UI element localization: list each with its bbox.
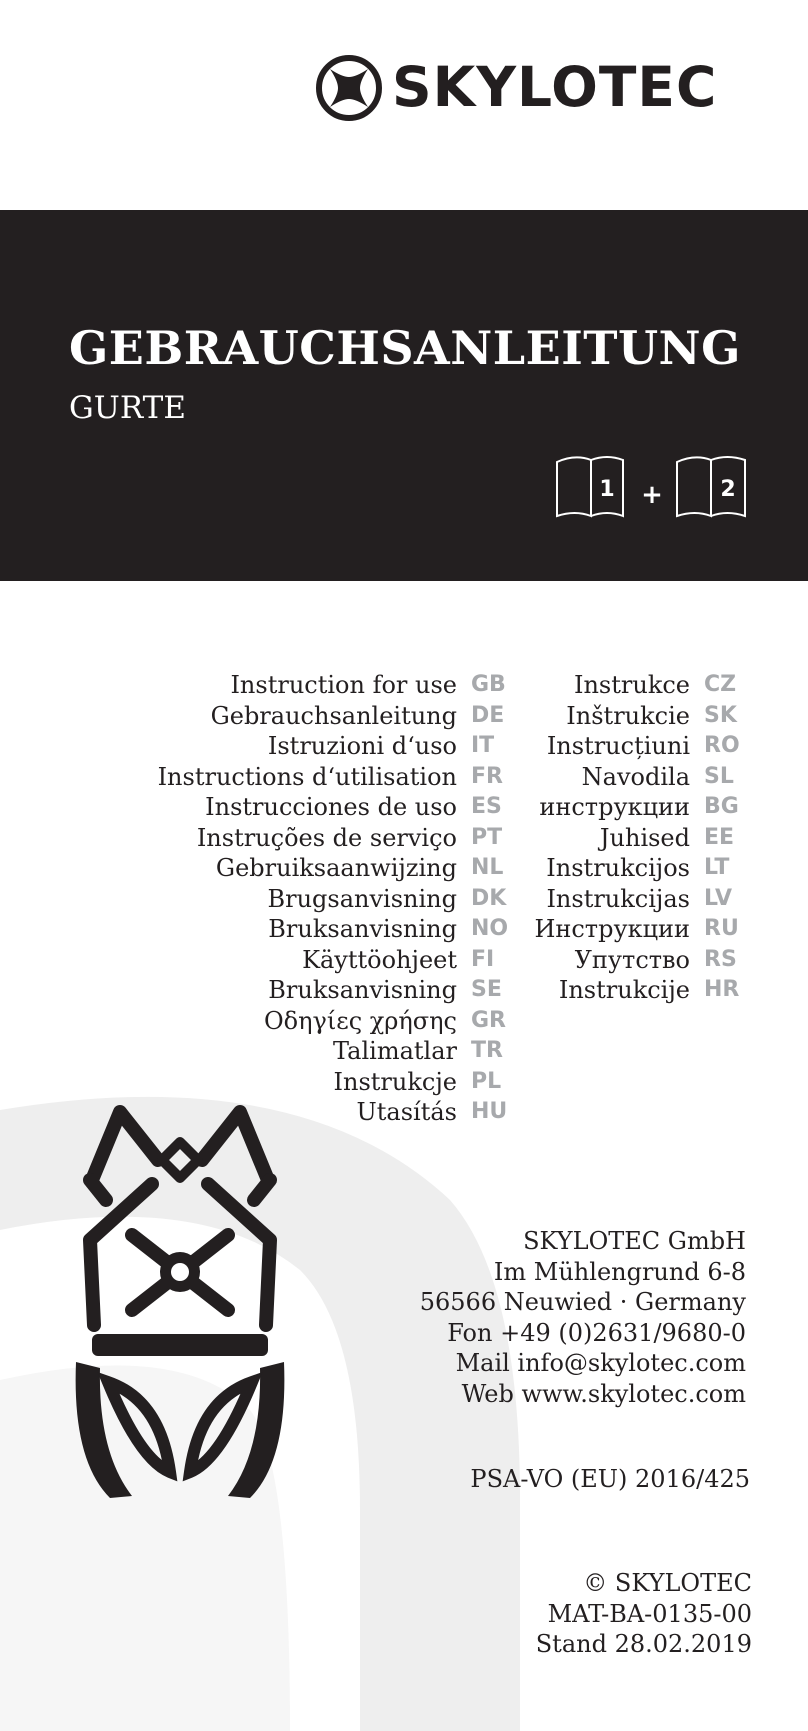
brand-wordmark: SKYLOTEC (392, 55, 718, 119)
language-list-left (120, 670, 527, 1128)
language-name: инструкции (539, 793, 690, 821)
list-item (530, 853, 760, 884)
city: 56566 Neuwied · Germany (419, 1288, 746, 1316)
copyright: © SKYLOTEC (583, 1569, 752, 1597)
list-item (530, 914, 760, 945)
company-name: SKYLOTEC GmbH (523, 1227, 746, 1255)
skylotec-logo-icon (316, 55, 382, 121)
language-name: Navodila (581, 762, 690, 791)
list-item (530, 823, 760, 854)
language-name: Inštrukcie (566, 701, 690, 730)
language-name: Instruções de serviço (196, 823, 457, 852)
regulation-reference: PSA-VO (EU) 2016/425 (470, 1465, 750, 1493)
page-title: GEBRAUCHSANLEITUNG (69, 321, 741, 375)
language-code: DE (471, 702, 505, 728)
language-name: Brugsanvisning (267, 884, 457, 913)
language-name: Упутство (574, 945, 690, 974)
language-code: TR (471, 1038, 503, 1063)
list-item (120, 731, 527, 762)
list-item (120, 884, 527, 915)
language-code: PL (471, 1068, 502, 1094)
list-item (120, 914, 527, 945)
skylotec-logo (316, 55, 774, 121)
list-item (120, 670, 527, 701)
list-item (120, 792, 527, 823)
language-code: GB (471, 672, 506, 697)
language-name: Instrukcijos (546, 854, 690, 882)
list-item (530, 670, 760, 701)
language-code: LT (704, 855, 730, 880)
language-code: HR (704, 977, 740, 1002)
language-name: Gebruiksaanwijzing (215, 854, 457, 882)
language-name: Instrucciones de uso (205, 793, 457, 821)
language-list-right (530, 670, 760, 1006)
language-code: NL (471, 855, 504, 880)
language-name: Istruzioni d‘uso (267, 732, 457, 760)
language-name: Instrukce (573, 671, 690, 699)
document-date: Stand 28.02.2019 (535, 1630, 752, 1658)
language-code: EE (704, 824, 735, 850)
language-code: ES (471, 794, 502, 819)
email-link[interactable]: Mail info@skylotec.com (455, 1349, 746, 1377)
phone: Fon +49 (0)2631/9680-0 (447, 1318, 746, 1347)
language-code: SK (704, 702, 737, 728)
contact-address (380, 1226, 746, 1409)
street: Im Mühlengrund 6-8 (493, 1257, 746, 1286)
language-name: Instructions d‘utilisation (157, 762, 457, 791)
document-number: MAT-BA-0135-00 (547, 1599, 752, 1628)
language-code: HU (471, 1099, 508, 1124)
language-code: RO (704, 733, 740, 758)
language-name: Bruksanvisning (268, 915, 457, 943)
language-name: Instrukcije (558, 976, 690, 1004)
language-code: SL (704, 763, 734, 789)
list-item (120, 1067, 527, 1098)
list-item (530, 884, 760, 915)
language-name: Bruksanvisning (268, 976, 457, 1004)
language-code: FR (471, 763, 503, 789)
language-name: Instrucțiuni (546, 732, 690, 760)
list-item (530, 792, 760, 823)
language-name: Utasítás (356, 1098, 457, 1126)
language-name: Οδηγίες χρήσης (264, 1006, 457, 1035)
web-link[interactable]: Web www.skylotec.com (461, 1379, 746, 1408)
document-footer (400, 1568, 752, 1660)
list-item (120, 945, 527, 976)
language-name: Käyttöohjeet (302, 945, 457, 974)
book-icons (555, 450, 750, 520)
language-code: RU (704, 916, 739, 941)
language-code: RS (704, 946, 737, 972)
language-code: IT (471, 733, 495, 758)
list-item (530, 762, 760, 793)
list-item (120, 853, 527, 884)
list-item (120, 701, 527, 732)
language-code: LV (704, 885, 733, 911)
language-name: Instruction for use (230, 671, 457, 699)
language-name: Инструкции (534, 915, 690, 943)
harness-icon (70, 1100, 290, 1500)
language-code: SE (471, 977, 502, 1002)
language-name: Instrukcje (333, 1067, 457, 1096)
book-number-2: 2 (720, 477, 736, 502)
list-item (120, 823, 527, 854)
list-item (120, 1006, 527, 1037)
language-code: BG (704, 794, 739, 819)
language-name: Gebrauchsanleitung (210, 701, 457, 730)
language-code: NO (471, 916, 509, 941)
language-code: PT (471, 824, 503, 850)
list-item (120, 1036, 527, 1067)
language-name: Instrukcijas (546, 884, 690, 913)
page-subtitle: GURTE (69, 390, 186, 426)
list-item (530, 975, 760, 1006)
list-item (530, 945, 760, 976)
list-item (120, 762, 527, 793)
list-item (120, 975, 527, 1006)
plus-sign: + (641, 480, 663, 510)
list-item (530, 731, 760, 762)
title-band (0, 210, 808, 581)
language-name: Talimatlar (333, 1037, 457, 1065)
language-code: DK (471, 885, 507, 911)
list-item (530, 701, 760, 732)
language-name: Juhised (599, 823, 690, 852)
language-code: CZ (704, 672, 737, 697)
book-number-1: 1 (599, 477, 615, 502)
language-code: GR (471, 1007, 506, 1033)
language-code: FI (471, 946, 495, 972)
